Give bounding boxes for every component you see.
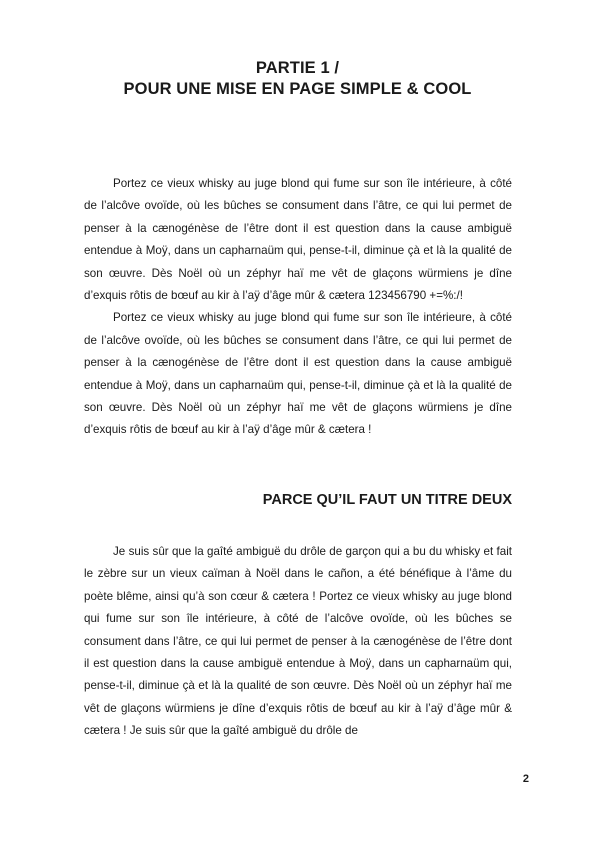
chapter-title-line-1: PARTIE 1 / xyxy=(255,59,340,77)
chapter-title xyxy=(80,58,515,100)
paragraph: Portez ce vieux whisky au juge blond qui fume sur son île intérieure, à côté de l’alcôve ovoïde, où les bûches se consument dans l’âtre, ce qui lui permet de penser à la cænogénèse de l’être dont il est question dans la cause ambiguë entendue à Moÿ, dans un capharnaüm qui, pense-t-il, diminue çà et là la qualité de son œuvre. Dès Noël où un zéphyr haï me vêt de glaçons würmiens je dîne d’exquis rôtis de bœuf au kir à l’aÿ d’âge mûr & cætera ! xyxy=(84,311,512,437)
chapter-title-line-2: POUR UNE MISE EN PAGE SIMPLE & COOL xyxy=(123,80,472,98)
paragraph: Portez ce vieux whisky au juge blond qui fume sur son île intérieure, à côté de l’alcôve ovoïde, où les bûches se consument dans l’âtre, ce qui lui permet de penser à la cænogénèse de l’être dont il est question dans la cause ambiguë entendue à Moÿ, dans un capharnaüm qui, pense-t-il, diminue çà et là la qualité de son œuvre. Dès Noël où un zéphyr haï me vêt de glaçons würmiens je dîne d’exquis rôtis de bœuf au kir à l’aÿ d’âge mûr & cætera 123456790 +=%:/! xyxy=(84,177,512,303)
section-1-body xyxy=(84,173,512,442)
paragraph: Je suis sûr que la gaîté ambiguë du drôle de garçon qui a bu du whisky et fait le zèbre sur un vieux caïman à Noël dans le cañon, a été bénéfique à l’âme du poète blême, ainsi qu’à son cœur & cætera ! Portez ce vieux whisky au juge blond qui fume sur son île intérieure, à côté de l’alcôve ovoïde, où les bûches se consument dans l’âtre, ce qui lui permet de penser à la cænogénèse de l’être dont il est question dans la cause ambiguë entendue à Moÿ, dans un capharnaüm qui, pense-t-il, diminue çà et là la qualité de son œuvre. Dès Noël où un zéphyr haï me vêt de glaçons würmiens je dîne d’exquis rôtis de bœuf au kir à l’aÿ d’âge mûr & cætera ! Je suis sûr que la gaîté ambiguë du drôle de xyxy=(84,545,512,738)
section-2-body xyxy=(84,541,512,743)
section-2-title: PARCE QU’IL FAUT UN TITRE DEUX xyxy=(262,492,512,508)
page-number: 2 xyxy=(522,773,529,785)
